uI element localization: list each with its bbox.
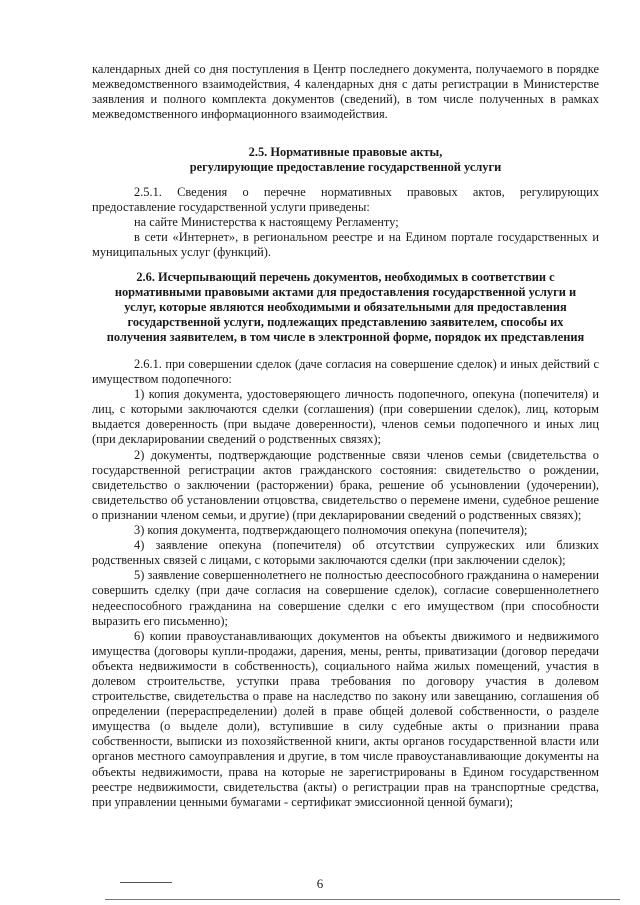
intro-paragraph-block bbox=[92, 62, 599, 122]
section-2-5-body bbox=[92, 185, 599, 260]
section-2-6-body bbox=[92, 357, 599, 810]
intro-paragraph: календарных дней со дня поступления в Центр последнего документа, получаемого в порядке межведомственного взаимодействия, 4 календарных дня с даты регистрации в Министерстве заявления и полного комплекта документов (сведений), в том числе полученных в рамках межведомственного информационного взаимодействия. bbox=[92, 62, 599, 122]
scan-edge-line bbox=[105, 899, 620, 900]
paragraph-ministry-site: на сайте Министерства к настоящему Регламенту; bbox=[134, 215, 399, 230]
list-item: 6) копии правоустанавливающих документов на объекты движимого и недвижимого имущества (договоры купли-продажи, дарения, мены, ренты, приватизации (договор передачи объекта недвижимости в собственность), социального найма жилых помещений, участия в долевом строительстве, уступки права требования по договору участия в долевом строительстве, свидетельства о праве на наследство по закону или завещанию, соглашения об определении (перераспределении) долей в праве общей долевой собственности, о разделе имущества (о выделе доли), вступившие в силу судебные акты о признании права собственности, выписки из похозяйственной книги, акты органов государственной власти или органов местного самоуправления и другие, в том числе правоустанавливающие документы на объекты недвижимости, права на которые не зарегистрированы в Едином государственном реестре недвижимости, свидетельства (акты) о регистрации прав на транспортные средства, при управлении ценными бумагами - сертификат эмиссионной ценной бумаги); bbox=[92, 628, 599, 809]
section-2-6-heading-line: государственной услуги, подлежащих представлению заявителем, способы их bbox=[127, 315, 564, 330]
section-2-6-heading-line: нормативными правовыми актами для предоставления государственной услуги и bbox=[114, 285, 577, 300]
list-item: 3) копия документа, подтверждающего полномочия опекуна (попечителя); bbox=[134, 523, 528, 538]
list-item: 5) заявление совершеннолетнего не полностью дееспособного гражданина о намерении совершить сделку (при даче согласия на совершение сделок), согласие совершеннолетнего недееспособного гражданина на совершение сделки с его имуществом (при способности выразить его письменно); bbox=[92, 568, 599, 628]
section-2-5-heading-line1: 2.5. Нормативные правовые акты, bbox=[248, 145, 443, 159]
section-2-6-heading-line: получения заявителем, в том числе в электронной форме, порядок их представления bbox=[106, 330, 585, 345]
list-item: 2) документы, подтверждающие родственные связи членов семьи (свидетельства о государственной регистрации актов гражданского состояния: свидетельство о рождении, свидетельство о заключении (расторжении) брака, решение об усыновлении (удочерении), свидетельство об установлении отцовства, свидетельство о перемене имени, судебное решение о признании членом семьи, и другие) (при декларировании сведений о родственных связях); bbox=[92, 447, 599, 522]
section-2-6-heading-line: услуг, которые являются необходимыми и обязательными для предоставления bbox=[124, 300, 567, 315]
section-2-6-heading-line: 2.6. Исчерпывающий перечень документов, необходимых в соответствии с bbox=[136, 270, 555, 284]
section-2-5-heading-line2: регулирующие предоставление государственной услуги bbox=[189, 160, 502, 175]
paragraph-2-6-1: 2.6.1. при совершении сделок (даче согласия на совершение сделок) и иных действий с имуществом подопечного: bbox=[92, 357, 599, 387]
section-2-6-heading bbox=[92, 270, 599, 345]
paragraph-internet: в сети «Интернет», в региональном реестре и на Едином портале государственных и муниципальных услуг (функций). bbox=[92, 230, 599, 260]
list-item: 1) копия документа, удостоверяющего личность подопечного, опекуна (попечителя) и лиц, с которыми заключаются сделки (соглашения) (при совершении сделок), лиц, которым выдается доверенность (при выдаче доверенности), членов семьи подопечного и иных лиц (при декларировании сведений о родственных связях); bbox=[92, 387, 599, 447]
section-2-5-heading bbox=[92, 145, 599, 175]
page-number: 6 bbox=[316, 876, 324, 891]
list-item: 4) заявление опекуна (попечителя) об отсутствии супружеских или близких родственных связей с лицами, с которыми заключаются сделки (при заключении сделок); bbox=[92, 538, 599, 568]
paragraph-2-5-1: 2.5.1. Сведения о перечне нормативных правовых актов, регулирующих предоставление государственной услуги приведены: bbox=[92, 185, 599, 215]
